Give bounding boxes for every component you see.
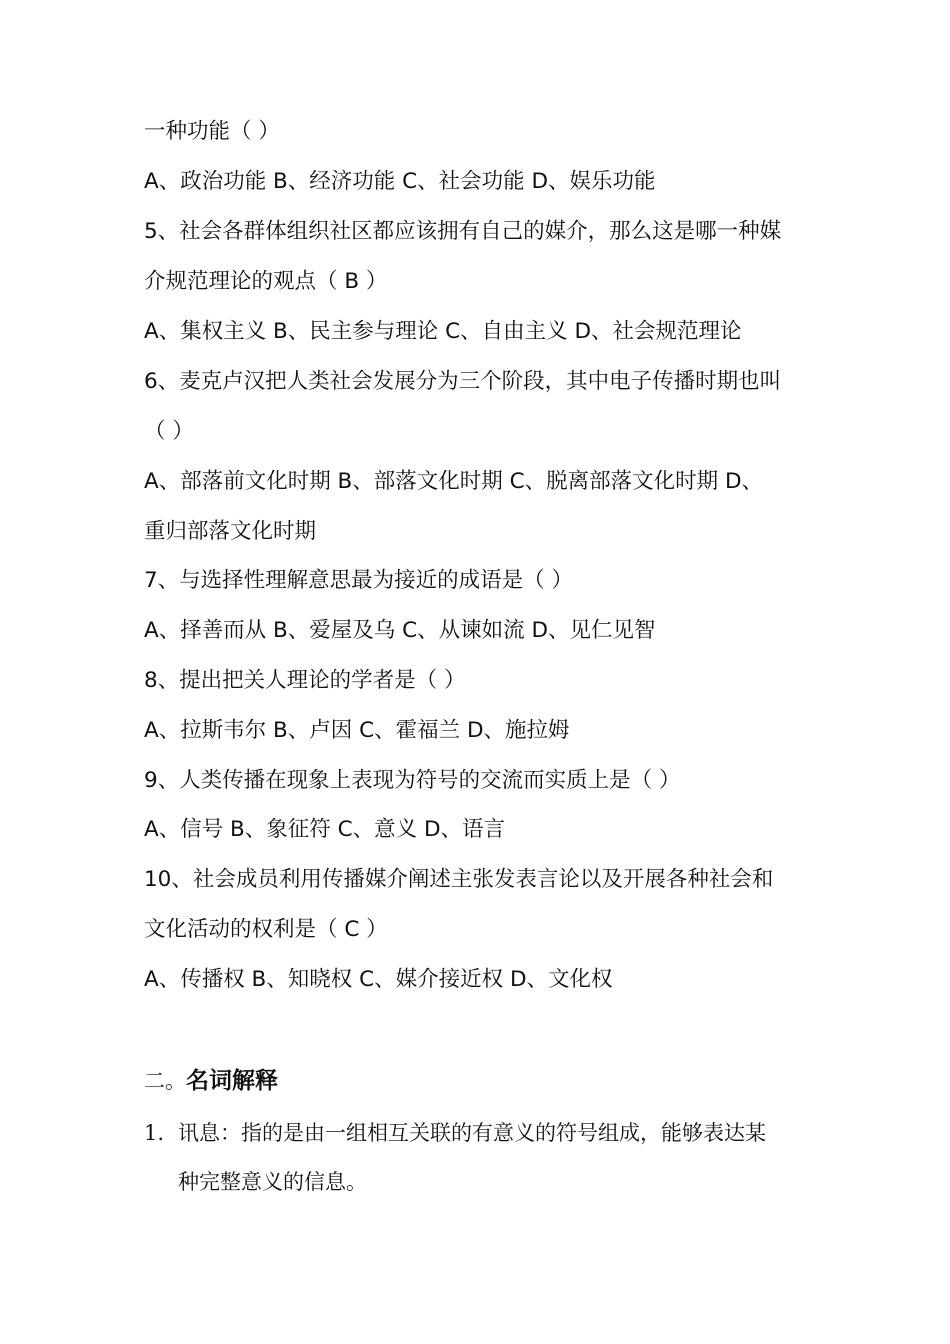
question-10-line-2: 文化活动的权利是（ C ） bbox=[144, 917, 388, 942]
definition-line-2: 种完整意义的信息。 bbox=[178, 1170, 367, 1194]
question-6-options-line-2: 重归部落文化时期 bbox=[144, 519, 317, 544]
question-5-options: A、集权主义 B、民主参与理论 C、自由主义 D、社会规范理论 bbox=[144, 319, 742, 344]
question-4-continuation: 一种功能（ ） bbox=[144, 119, 280, 144]
definition-number: 1. bbox=[144, 1121, 165, 1145]
question-6-line-2: （ ） bbox=[144, 419, 194, 444]
question-5-line-1: 5、社会各群体组织社区都应该拥有自己的媒介，那么这是哪一种媒 bbox=[144, 219, 782, 244]
section-number: 二。 bbox=[144, 1069, 186, 1093]
section-heading bbox=[144, 1064, 278, 1100]
question-6-line-1: 6、麦克卢汉把人类社会发展分为三个阶段，其中电子传播时期也叫 bbox=[144, 369, 782, 394]
question-8-options: A、拉斯韦尔 B、卢因 C、霍福兰 D、施拉姆 bbox=[144, 718, 570, 743]
question-7-options: A、择善而从 B、爱屋及乌 C、从谏如流 D、见仁见智 bbox=[144, 618, 656, 643]
question-7: 7、与选择性理解意思最为接近的成语是（ ） bbox=[144, 568, 574, 593]
question-8: 8、提出把关人理论的学者是（ ） bbox=[144, 668, 466, 693]
question-10-line-1: 10、社会成员利用传播媒介阐述主张发表言论以及开展各种社会和 bbox=[144, 867, 774, 892]
definition-line-1: 讯息：指的是由一组相互关联的有意义的符号组成，能够表达某 bbox=[178, 1121, 766, 1145]
section-title: 名词解释 bbox=[186, 1068, 278, 1094]
question-9-options: A、信号 B、象征符 C、意义 D、语言 bbox=[144, 817, 506, 842]
question-9: 9、人类传播在现象上表现为符号的交流而实质上是（ ） bbox=[144, 768, 681, 793]
question-4-options: A、政治功能 B、经济功能 C、社会功能 D、娱乐功能 bbox=[144, 169, 656, 194]
question-6-options-line-1: A、部落前文化时期 B、部落文化时期 C、脱离部落文化时期 D、 bbox=[144, 469, 764, 494]
question-5-line-2: 介规范理论的观点（ B ） bbox=[144, 269, 388, 294]
question-10-options: A、传播权 B、知晓权 C、媒介接近权 D、文化权 bbox=[144, 967, 613, 992]
